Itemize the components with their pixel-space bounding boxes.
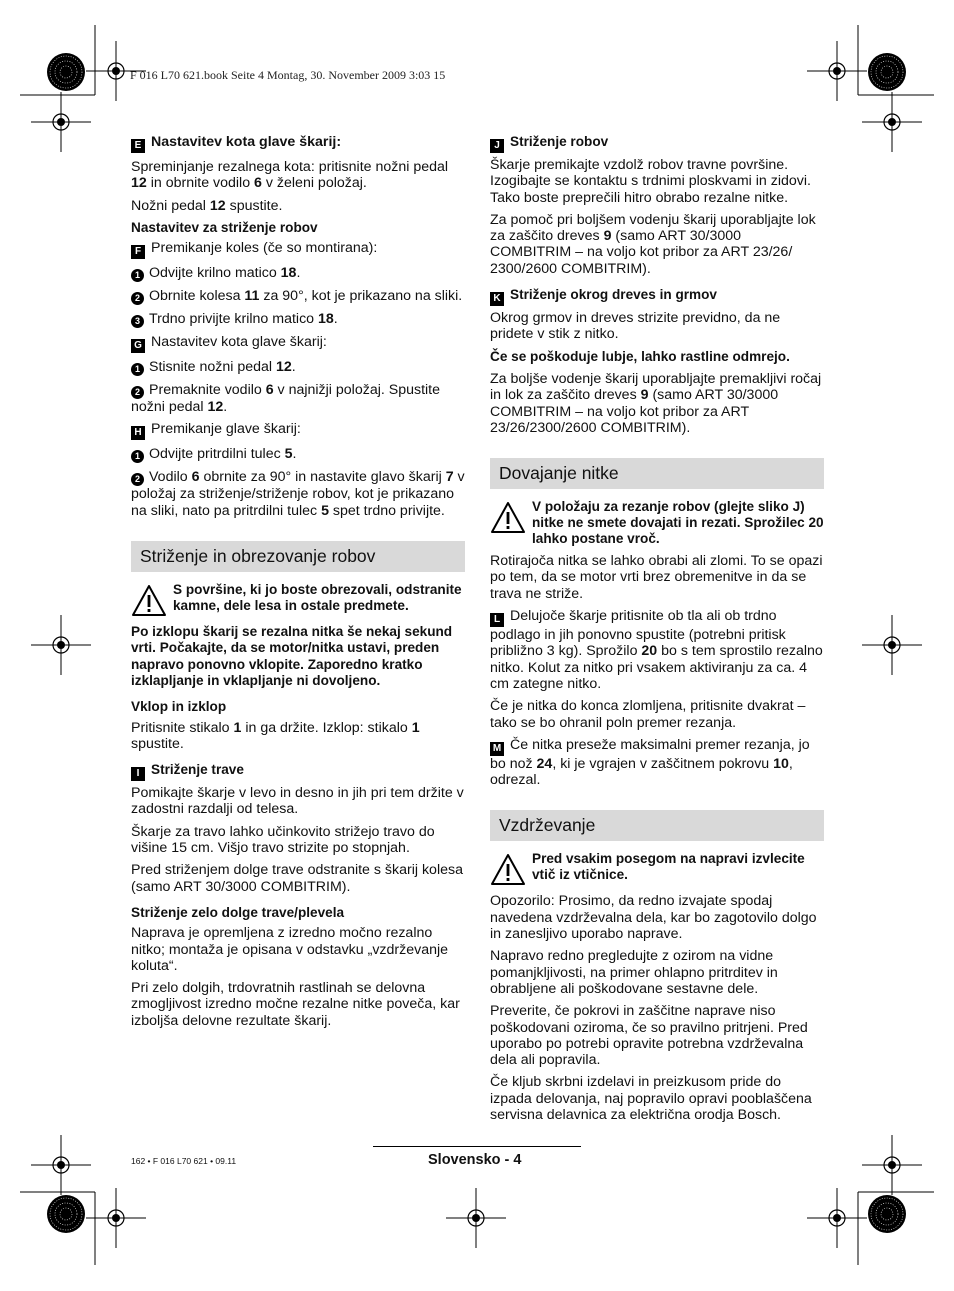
- paragraph: Napravo redno pregledujte z ozirom na vidne pomanjkljivosti, na primer ohlapno pritrditev in obrabljene ali poškodovane sestavne dele.: [490, 948, 778, 997]
- paragraph: Opozorilo: Prosimo, da redno izvajate spodaj navedena vzdrževalna dela, kar bo zagotovilo dolgo in zanesljivo uporabo naprave.: [490, 893, 817, 943]
- figure-k-badge: K: [490, 292, 504, 306]
- print-header: F 016 L70 621.book Seite 4 Montag, 30. November 2009 3:03 15: [130, 68, 446, 82]
- paragraph: Okrog grmov in dreves strizite previdno, da ne pridete v stik z nitko.: [490, 310, 781, 343]
- figure-i-heading: I Striženje trave: [131, 762, 465, 781]
- paragraph: Škarje za travo lahko učinkovito strižejo travo do višine 15 cm. Višjo travo strizite po stopnjah.: [131, 823, 435, 857]
- figure-e-badge: E: [131, 139, 145, 153]
- footer-print-code: 162 • F 016 L70 621 • 09.11: [131, 1156, 237, 1166]
- figure-m-badge: M: [490, 742, 504, 756]
- section-heading-trimming: Striženje in obrezovanje robov: [131, 541, 465, 572]
- paragraph: Škarje premikajte vzdolž robov travne površine. Izogibajte se kontaktu s trdnimi ploskvami in zidovi. Tako boste preprečili hitro obrabo rezalne nitke.: [490, 157, 811, 206]
- subheading: Striženje zelo dolge trave/plevela: [131, 904, 345, 920]
- paragraph: Pomikajte škarje v levo in desno in jih pri tem držite v zadostni razdalji od telesa.: [131, 785, 464, 818]
- step: 1 Odvijte pritrdilni tulec 5.: [131, 446, 465, 463]
- left-column: [131, 134, 465, 1035]
- paragraph: Za boljše vodenje škarij uporabljajte premakljivi ročaj in lok za zaščito dreves 9 (samo ART 30/3000 COMBITRIM – na voljo kot pribor za ART 23/26/2300/2600 COMBITRIM).: [490, 370, 822, 436]
- step-number-icon: 1: [131, 363, 144, 376]
- paragraph: Rotirajoča nitka se lahko obrabi ali zlomi. To se opazi po tem, da se motor vrti brez obremenitve in da se trava ne striže.: [490, 553, 823, 602]
- bold-paragraph: Če se poškoduje lubje, lahko rastline odmrejo.: [490, 348, 790, 364]
- figure-j-badge: J: [490, 139, 504, 153]
- step-number-icon: 1: [131, 450, 144, 463]
- figure-k-heading: K Striženje okrog dreves in grmov: [490, 287, 824, 306]
- paragraph: Pred striženjem dolge trave odstranite s škarij kolesa (samo ART 30/3000 COMBITRIM).: [131, 862, 463, 895]
- bold-paragraph: Po izklopu škarij se rezalna nitka še nekaj sekund vrti. Počakajte, da se motor/nitka ustavi, preden napravo ponovno vklopite. Zaporedno kratko izklapljanje in vklapljanje ni dovoljeno.: [131, 624, 453, 688]
- figure-i-badge: I: [131, 767, 145, 781]
- paragraph: Če je nitka do konca zlomljena, pritisnite dvakrat – tako se bo ohranil poln premer rezanja.: [490, 698, 806, 731]
- right-column: [490, 134, 824, 1129]
- figure-f-badge: F: [131, 245, 145, 259]
- step: 1 Stisnite nožni pedal 12.: [131, 359, 465, 376]
- step-number-icon: 1: [131, 269, 144, 282]
- paragraph: Spreminjanje rezalnega kota: pritisnite nožni pedal 12 in obrnite vodilo 6 v želeni položaj.: [131, 159, 449, 192]
- step: 2 Vodilo 6 obrnite za 90° in nastavite glavo škarij 7 v položaj za striženje/striženje robov, kot je prikazano na sliki, nato pa pritrdilni tulec 5 spet trdno privijte.: [131, 469, 465, 519]
- figure-j-heading: J Striženje robov: [490, 134, 824, 153]
- paragraph: Naprava je opremljena z izredno močno rezalno nitko; montaža je opisana v odstavku „vzdrževanje koluta“.: [131, 925, 449, 974]
- figure-h-badge: H: [131, 426, 145, 440]
- step: 3 Trdno privijte krilno matico 18.: [131, 311, 465, 328]
- warning-triangle-icon: [490, 853, 526, 887]
- step: 1 Odvijte krilno matico 18.: [131, 265, 465, 282]
- paragraph: Nožni pedal 12 spustite.: [131, 197, 283, 214]
- warning-box: S površine, ki jo boste obrezovali, odstranite kamne, dele lesa in ostale predmete.: [131, 582, 465, 618]
- step-number-icon: 2: [131, 292, 144, 305]
- paragraph: Preverite, če pokrovi in zaščitne naprave niso poškodovani oziroma, če so pravilno pritrjeni. Pred uporabo po potrebi opravite potrebna vzdrževalna dela ali popravila.: [490, 1003, 808, 1069]
- step-number-icon: 3: [131, 315, 144, 328]
- paragraph: Pri zelo dolgih, trdovratnih rastlinah se delovna zmogljivost izredno močne rezalne nitke poveča, kar izboljša delovne rezultate škarij.: [131, 980, 460, 1029]
- figure-h-line: H Premikanje glave škarij:: [131, 421, 465, 440]
- figure-m-paragraph: M Če nitka preseže maksimalni premer rezanja, jo bo nož 24, ki je vgrajen v zaščitnem pokrovu 10, odrezal.: [490, 736, 810, 789]
- section-heading-maintenance: Vzdrževanje: [490, 810, 824, 841]
- section-heading-line-feed: Dovajanje nitke: [490, 458, 824, 489]
- paragraph: Pritisnite stikalo 1 in ga držite. Izklop: stikalo 1 spustite.: [131, 719, 420, 752]
- subheading: Nastavitev za striženje robov: [131, 219, 318, 235]
- warning-triangle-icon: [490, 501, 526, 535]
- page-number: Slovensko - 4: [428, 1152, 522, 1168]
- warning-box: Pred vsakim posegom na napravi izvlecite vtič iz vtičnice.: [490, 851, 824, 887]
- paragraph: Za pomoč pri boljšem vodenju škarij uporabljajte lok za zaščito dreves 9 (samo ART 30/3000 COMBITRIM – na voljo kot pribor za ART 23/26/ 2300/2600 COMBITRIM).: [490, 211, 816, 277]
- figure-e-heading: E Nastavitev kota glave škarij:: [131, 134, 465, 153]
- footer-divider: [373, 1146, 581, 1147]
- step: 2 Premaknite vodilo 6 v najnižji položaj. Spustite nožni pedal 12.: [131, 382, 441, 416]
- subheading: Vklop in izklop: [131, 699, 227, 715]
- paragraph: Če kljub skrbni izdelavi in preizkusom pride do izpada delovanja, naj popravilo opravi pooblaščena servisna delavnica za električna orodja Bosch.: [490, 1074, 812, 1123]
- warning-box: V položaju za rezanje robov (glejte sliko J) nitke ne smete dovajati in rezati. Sprožilec 20 lahko postane vroč.: [490, 499, 824, 547]
- step-number-icon: 2: [131, 386, 144, 399]
- step-number-icon: 2: [131, 473, 144, 486]
- warning-triangle-icon: [131, 584, 167, 618]
- figure-g-line: G Nastavitev kota glave škarij:: [131, 334, 465, 353]
- figure-f-line: F Premikanje koles (če so montirana):: [131, 240, 465, 259]
- figure-l-badge: L: [490, 613, 504, 627]
- step: 2 Obrnite kolesa 11 za 90°, kot je prikazano na sliki.: [131, 288, 465, 305]
- figure-g-badge: G: [131, 339, 145, 353]
- figure-l-paragraph: L Delujoče škarje pritisnite ob tla ali ob trdno podlago in jih ponovno spustite (potrebni pritisk približno 3 kg). Sprožilo 20 bo s tem sprostilo rezalno nitko. Kolut za nitko pri vsakem aktiviranju za ca. 4 cm zategne nitko.: [490, 608, 823, 692]
